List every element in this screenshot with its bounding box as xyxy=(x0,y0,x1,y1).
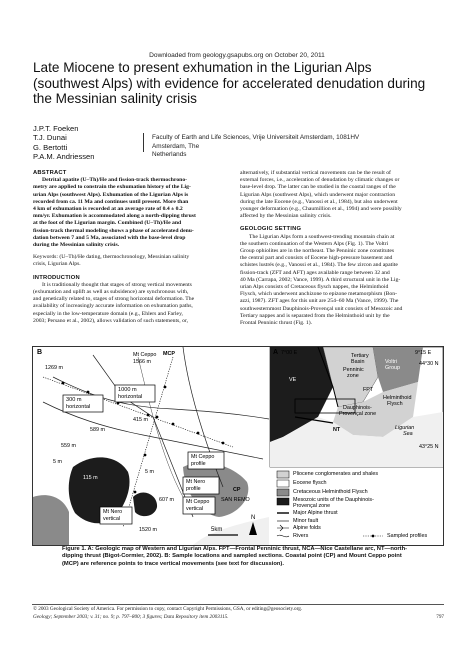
text-line: southwesternmost Dauphinois-Provençal unit consists of Mesozoic and xyxy=(240,305,403,312)
place-label: Sea xyxy=(403,431,413,437)
author: T.J. Dunai xyxy=(33,133,67,143)
abstract-line: at the foot of the Ligurian margin. Combined (U–Th)/He and xyxy=(33,220,182,227)
text-line: alternatively, if substantial vertical movements can be the result of xyxy=(240,170,391,176)
title-line: Late Miocene to present exhumation in the Ligurian Alps xyxy=(33,60,372,75)
introduction-heading: INTRODUCTION xyxy=(33,274,80,281)
abstract-line: Detrital apatite (U–Th)/He and fission-track thermochrono- xyxy=(42,177,188,184)
elevation-label: 1269 m xyxy=(45,365,63,371)
panel-letter: B xyxy=(37,349,43,356)
elevation-label: 5 m xyxy=(145,469,154,475)
right-column xyxy=(240,170,444,327)
intro-line: especially in the low-temperature domain (e.g., Ehlers and Farley, xyxy=(33,310,183,317)
download-line: Downloaded from geology.gsapubs.org on October 20, 2011 xyxy=(149,52,325,59)
intro-line: availability of increasingly accurate information on exhumation paths, xyxy=(33,303,193,310)
title-line: the Messinian salinity crisis xyxy=(33,91,197,107)
abstract-line: urian Alps (southwest Alps). Exhumation of the Ligurian Alps is xyxy=(33,191,189,198)
affiliation xyxy=(152,134,392,160)
place-label: Helminthoid xyxy=(383,395,412,401)
place-label: Flysch xyxy=(387,401,403,407)
keywords-line: Keywords: (U–Th)/He dating, thermochronology, Messinian salinity xyxy=(33,254,190,261)
elevation-label: 1520 m xyxy=(139,527,157,533)
figure-caption xyxy=(62,546,422,568)
place-label: Provençal zone xyxy=(339,411,377,417)
abstract-line: 4 km of exhumation is recorded at an average rate of 0.4 ± 0.2 xyxy=(33,206,183,213)
text-line: azzi, 1987). ZFT ages for this unit are 254–60 Ma (Vance, 1999). The xyxy=(240,298,399,305)
text-line: during the late Eocene (e.g., Vanossi et al., 1984), but also underwent xyxy=(240,198,398,205)
author-list xyxy=(33,124,123,162)
place-label: Voltri xyxy=(385,359,397,365)
text-line: base-level drop. The latter can be studied in the coastal ranges of the xyxy=(240,184,396,191)
author: J.P.T. Foeken xyxy=(33,124,79,133)
caption-line: dipping thrust (Bigot-Cormier, 2002). B: Sample locations and sampled sections. Coastal point (CP) and Mount Ceppo point xyxy=(62,553,402,560)
page-number: 797 xyxy=(436,614,444,620)
legend-label: Mesozoic units of the Dauphinois- xyxy=(293,497,374,503)
abstract-line: recorded from ca. 11 Ma and continues until present. More than xyxy=(33,198,189,205)
place-label: Penninic xyxy=(343,367,364,373)
place-label: CP xyxy=(233,487,241,493)
text-line: Group ophiolites are in the northeast. The Penninic zone constitutes xyxy=(240,248,395,255)
place-label: Mt Ceppo xyxy=(133,352,157,358)
paragraph xyxy=(240,170,444,220)
text-line: Flysch, which underwent anchizone to epizone metamorphism (Bon- xyxy=(240,291,397,298)
legend-label: Major Alpine thrust xyxy=(293,510,338,516)
intro-line: 2003; Persano et al., 2002), allows validation of such statements, or, xyxy=(33,317,189,324)
text-line: fission-track (ZFT and AFT) ages available range between 32 and xyxy=(240,269,390,276)
article-title xyxy=(33,60,448,107)
affiliation-bracket xyxy=(143,133,144,152)
place-label: SAN REMO xyxy=(221,497,250,503)
place-label: 300 m xyxy=(66,397,82,403)
place-label: vertical xyxy=(186,506,204,512)
legend-label: Pliocene conglomerates and shales xyxy=(293,471,379,477)
elevation-label: 607 m xyxy=(159,497,174,503)
text-line: the central part and consists of Eocene high-pressure basement and xyxy=(240,255,393,262)
text-line: affected by the Messinian salinity crisis. xyxy=(240,213,332,220)
coordinate-label: 9°15 E xyxy=(415,350,432,356)
place-label: Mt Ceppo xyxy=(186,499,210,505)
place-label: FPT xyxy=(363,387,374,393)
legend-label: Cretaceous Helminthoid Flysch xyxy=(293,489,368,495)
place-label: Group xyxy=(385,365,400,371)
legend-label: Rivers xyxy=(293,533,309,539)
abstract-line: fission-track thermal modeling shows a phase of accelerated denu- xyxy=(33,227,194,234)
intro-line: (exhumation and uplift as well as subsidence) are synchronous with, xyxy=(33,289,189,296)
abstract-heading: ABSTRACT xyxy=(33,170,67,176)
place-label: VE xyxy=(289,377,297,383)
place-label: Mt Nero xyxy=(186,479,206,485)
north-label: N xyxy=(251,515,256,521)
legend-label: Alpine folds xyxy=(293,525,321,531)
place-label: NT xyxy=(333,427,341,433)
place-label: Dauphinois- xyxy=(343,405,372,411)
figure-labels xyxy=(33,347,443,545)
place-label: Mt Ceppo xyxy=(191,454,215,460)
text-line: the southern continuation of the Western Alps (Fig. 1). The Voltri xyxy=(240,240,389,247)
legend-label: Provençal zone xyxy=(293,503,331,509)
coordinate-label: 44°30 N xyxy=(419,361,439,367)
title-line: (southwest Alps) with evidence for accelerated denudation during xyxy=(33,75,426,91)
intro-line: and genetically related to, stages of strong horizontal deformation. The xyxy=(33,296,195,303)
intro-line: It is traditionally thought that stages of strong vertical movements xyxy=(42,281,192,288)
place-label: profile xyxy=(191,461,206,467)
place-label: zone xyxy=(347,373,359,379)
elevation-label: 115 m xyxy=(83,475,98,481)
coordinate-label: 43°25 N xyxy=(419,444,439,450)
place-label: horizontal xyxy=(118,394,143,400)
affiliation-line: Netherlands xyxy=(152,151,187,159)
affiliation-line: Faculty of Earth and Life Sciences, Vrije Universiteit Amsterdam, 1081HV Amsterdam, The xyxy=(152,134,360,150)
text-line: Ligurian Alps (southwest Alps), which underwent major contraction xyxy=(240,191,396,198)
footer-rule xyxy=(32,604,444,605)
legend-label: Minor fault xyxy=(293,518,319,524)
elevation-label: 5 m xyxy=(53,459,62,465)
caption-line: Figure 1. A: Geologic map of Western and Ligurian Alps. FPT—Frontal Penninic thrust, NCA—Nice Castellane arc, NT—north- xyxy=(62,546,408,552)
text-line: external forces, i.e., acceleration of denudation by climatic changes or xyxy=(240,177,400,184)
copyright-notice: © 2003 Geological Society of America. For permission to copy, contact Copyright Permissions, GSA, or editing@geosociety.org. xyxy=(33,606,303,612)
abstract-body xyxy=(33,177,229,249)
legend-label: Sampled profiles xyxy=(387,533,428,539)
place-label: horizontal xyxy=(66,404,91,410)
text-line: The Ligurian Alps form a southwest-trending mountain chain at xyxy=(249,233,395,240)
text-line: Frontal Penninic thrust (Fig. 1). xyxy=(240,320,313,327)
place-label: Basin xyxy=(351,359,365,365)
text-line: urian Alps consists of Cretaceous flysch nappes, the Helminthoid xyxy=(240,284,389,291)
introduction-body xyxy=(33,282,229,325)
place-label: Mt Nero xyxy=(103,509,123,515)
place-label: Ligurian xyxy=(395,425,415,431)
text-line: younger deformation (e.g., Chaumillion et al., 1994) and were possibly xyxy=(240,206,402,213)
author: G. Bertotti xyxy=(33,142,68,152)
place-label: 1566 m xyxy=(133,359,151,365)
scale-label: 5km xyxy=(211,527,223,533)
abstract-line: dation between 7 and 5 Ma, associated with the base-level drop xyxy=(33,234,186,241)
figure-1 xyxy=(32,346,444,546)
author: P.A.M. Andriessen xyxy=(33,152,95,162)
place-label: profile xyxy=(186,486,201,492)
elevation-label: 589 m xyxy=(90,427,105,433)
caption-line: (MCP) are reference points to trace vertical movements (see text for discussion). xyxy=(62,560,284,567)
text-line: schistes lustrés (e.g., Vanossi et al., 1984). The few zircon and apatite xyxy=(240,262,398,269)
text-line: Tertiary nappes and is separated from the Helminthoid unit by the xyxy=(240,312,390,319)
citation: Geology; September 2003; v. 31; no. 9; p. 797–800; 3 figures; Data Repository item 2003115. xyxy=(33,614,229,620)
place-label: Tertiary xyxy=(351,353,369,359)
elevation-label: 559 m xyxy=(61,443,76,449)
coordinate-label: 7°00 E xyxy=(281,350,298,356)
abstract-line: mm/yr. Exhumation is accommodated along a north-dipping thrust xyxy=(33,213,196,220)
place-label: 1000 m xyxy=(118,387,137,393)
geologic-setting-heading: GEOLOGIC SETTING xyxy=(240,226,302,233)
place-label: MCP xyxy=(163,351,175,357)
legend-label: Eocene flysch xyxy=(293,480,327,486)
text-line: 40 Ma (Carrapa, 2002; Vance, 1999). A third structural unit in the Lig- xyxy=(240,276,401,283)
abstract-line: during the Messinian salinity crisis. xyxy=(33,242,120,249)
left-column xyxy=(33,170,229,325)
elevation-label: 415 m xyxy=(133,417,148,423)
place-label: vertical xyxy=(103,516,121,522)
geologic-setting-body xyxy=(240,234,444,328)
keywords-line: crisis, Ligurian Alps. xyxy=(33,261,81,268)
keywords xyxy=(33,254,229,268)
abstract-line: metry are applied to constrain the exhumation history of the Lig- xyxy=(33,184,191,191)
panel-letter: A xyxy=(273,349,279,356)
